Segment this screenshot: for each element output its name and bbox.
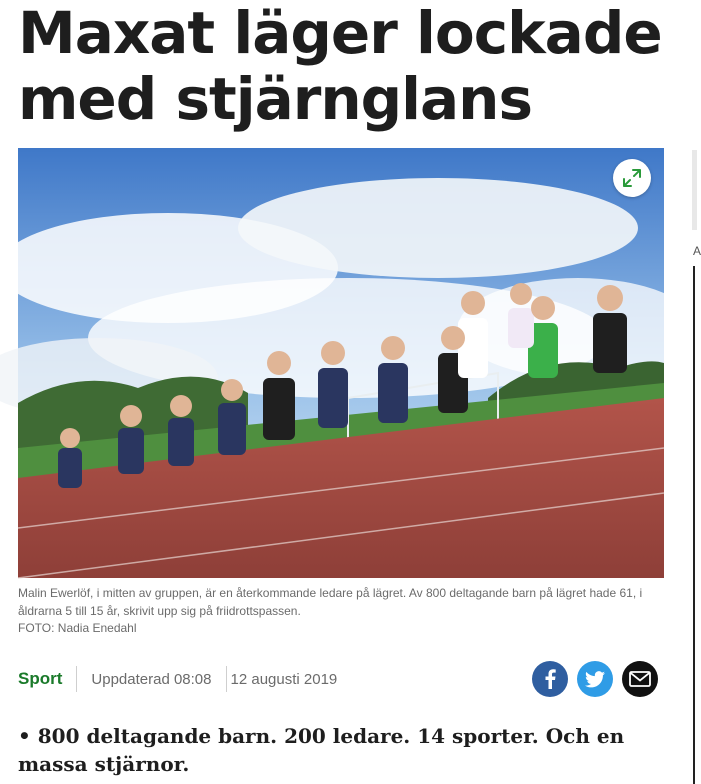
category-link[interactable]: Sport [18,669,63,688]
twitter-icon [585,671,605,688]
image-caption: Malin Ewerlöf, i mitten av gruppen, är en återkommande ledare på lägret. Av 800 deltagande barn på lägret hade 61, i åldrarna 5 till 15 år, skrivit upp sig på friidrottspassen. [18,586,643,618]
article-lead: • 800 deltagande barn. 200 ledare. 14 sporter. Och en massa stjärnor. [18,724,625,776]
sidebar-edge-image [692,150,697,230]
article-headline: Maxat läger lockade med stjärnglans [18,0,662,133]
photo-credit: FOTO: Nadia Enedahl [18,621,137,635]
article-hero-image[interactable] [18,148,664,578]
expand-arrows-icon [622,168,642,188]
share-twitter-button[interactable] [577,661,613,697]
share-facebook-button[interactable] [532,661,568,697]
email-icon [629,671,651,687]
facebook-icon [542,669,558,689]
expand-image-button[interactable] [613,159,651,197]
sidebar-label: A [693,244,701,258]
share-email-button[interactable] [622,661,658,697]
running-kids-photo [18,148,664,578]
sidebar-border [693,266,695,784]
updated-time: Uppdaterad 08:08 [91,670,212,688]
publish-date: 12 augusti 2019 [230,670,338,688]
article-meta [18,660,337,698]
